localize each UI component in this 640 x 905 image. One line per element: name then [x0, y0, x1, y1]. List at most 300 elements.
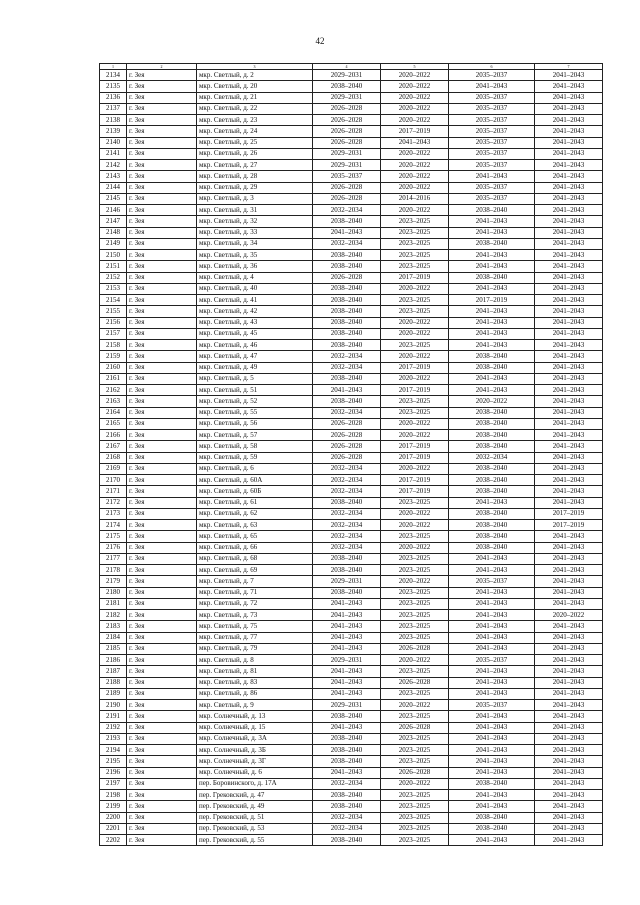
address-cell: мкр. Солнечный, д. 6 — [197, 767, 313, 778]
row-number-cell: 2198 — [100, 790, 127, 801]
address-cell: мкр. Светлый, д. 25 — [197, 137, 313, 148]
table-row — [100, 283, 603, 294]
period-cell: 2041–2043 — [449, 216, 535, 227]
period-cell: 2041–2043 — [535, 340, 603, 351]
period-cell: 2041–2043 — [535, 677, 603, 688]
city-cell: г. Зея — [127, 531, 197, 542]
row-number-cell: 2135 — [100, 81, 127, 92]
row-number-cell: 2165 — [100, 418, 127, 429]
table-row — [100, 508, 603, 519]
period-cell: 2038–2040 — [449, 531, 535, 542]
table-row — [100, 778, 603, 789]
address-cell: мкр. Светлый, д. 34 — [197, 238, 313, 249]
row-number-cell: 2155 — [100, 306, 127, 317]
address-cell: мкр. Светлый, д. 20 — [197, 81, 313, 92]
row-number-cell: 2169 — [100, 463, 127, 474]
period-cell: 2041–2043 — [535, 767, 603, 778]
period-cell: 2032–2034 — [313, 205, 381, 216]
address-cell: мкр. Светлый, д. 9 — [197, 700, 313, 711]
period-cell: 2038–2040 — [449, 418, 535, 429]
address-cell: мкр. Светлый, д. 63 — [197, 520, 313, 531]
city-cell: г. Зея — [127, 171, 197, 182]
row-number-cell: 2151 — [100, 261, 127, 272]
period-cell: 2041–2043 — [535, 193, 603, 204]
period-cell: 2041–2043 — [313, 598, 381, 609]
row-number-cell: 2196 — [100, 767, 127, 778]
table-row — [100, 812, 603, 823]
address-cell: мкр. Светлый, д. 22 — [197, 103, 313, 114]
table-row — [100, 823, 603, 834]
city-cell: г. Зея — [127, 542, 197, 553]
city-cell: г. Зея — [127, 565, 197, 576]
row-number-cell: 2182 — [100, 610, 127, 621]
period-cell: 2026–2028 — [313, 182, 381, 193]
address-cell: мкр. Солнечный, д. 13 — [197, 711, 313, 722]
period-cell: 2038–2040 — [313, 81, 381, 92]
period-cell: 2023–2025 — [381, 688, 449, 699]
period-cell: 2041–2043 — [535, 373, 603, 384]
city-cell: г. Зея — [127, 430, 197, 441]
table-row — [100, 103, 603, 114]
period-cell: 2017–2019 — [381, 126, 449, 137]
period-cell: 2035–2037 — [449, 92, 535, 103]
table-row — [100, 598, 603, 609]
period-cell: 2041–2043 — [449, 790, 535, 801]
address-cell: мкр. Светлый, д. 24 — [197, 126, 313, 137]
city-cell: г. Зея — [127, 418, 197, 429]
period-cell: 2041–2043 — [449, 711, 535, 722]
address-cell: мкр. Светлый, д. 36 — [197, 261, 313, 272]
period-cell: 2041–2043 — [449, 328, 535, 339]
city-cell: г. Зея — [127, 340, 197, 351]
period-cell: 2041–2043 — [449, 632, 535, 643]
city-cell: г. Зея — [127, 148, 197, 159]
period-cell: 2017–2019 — [381, 452, 449, 463]
address-cell: мкр. Светлый, д. 31 — [197, 205, 313, 216]
period-cell: 2020–2022 — [381, 182, 449, 193]
period-cell: 2038–2040 — [313, 295, 381, 306]
period-cell: 2038–2040 — [449, 486, 535, 497]
city-cell: г. Зея — [127, 407, 197, 418]
row-number-cell: 2139 — [100, 126, 127, 137]
address-cell: мкр. Светлый, д. 75 — [197, 621, 313, 632]
period-cell: 2038–2040 — [313, 283, 381, 294]
period-cell: 2020–2022 — [381, 655, 449, 666]
period-cell: 2041–2043 — [449, 171, 535, 182]
city-cell: г. Зея — [127, 295, 197, 306]
period-cell: 2038–2040 — [449, 778, 535, 789]
address-cell: мкр. Светлый, д. 43 — [197, 317, 313, 328]
period-cell: 2041–2043 — [535, 362, 603, 373]
column-header: 4 — [313, 64, 381, 70]
address-cell: мкр. Светлый, д. 73 — [197, 610, 313, 621]
period-cell: 2023–2025 — [381, 497, 449, 508]
table-row — [100, 790, 603, 801]
address-cell: мкр. Светлый, д. 46 — [197, 340, 313, 351]
city-cell: г. Зея — [127, 396, 197, 407]
period-cell: 2023–2025 — [381, 227, 449, 238]
period-cell: 2038–2040 — [313, 497, 381, 508]
row-number-cell: 2148 — [100, 227, 127, 238]
period-cell: 2041–2043 — [535, 227, 603, 238]
period-cell: 2026–2028 — [313, 452, 381, 463]
row-number-cell: 2144 — [100, 182, 127, 193]
period-cell: 2041–2043 — [313, 227, 381, 238]
period-cell: 2038–2040 — [313, 317, 381, 328]
period-cell: 2041–2043 — [535, 722, 603, 733]
period-cell: 2041–2043 — [535, 317, 603, 328]
table-row — [100, 767, 603, 778]
city-cell: г. Зея — [127, 328, 197, 339]
address-cell: пер. Боровинского, д. 17А — [197, 778, 313, 789]
period-cell: 2041–2043 — [313, 666, 381, 677]
period-cell: 2041–2043 — [535, 778, 603, 789]
period-cell: 2035–2037 — [449, 193, 535, 204]
city-cell: г. Зея — [127, 576, 197, 587]
period-cell: 2029–2031 — [313, 92, 381, 103]
row-number-cell: 2154 — [100, 295, 127, 306]
address-cell: мкр. Светлый, д. 58 — [197, 441, 313, 452]
period-cell: 2041–2043 — [449, 677, 535, 688]
table-row — [100, 362, 603, 373]
city-cell: г. Зея — [127, 733, 197, 744]
period-cell: 2041–2043 — [535, 441, 603, 452]
period-cell: 2023–2025 — [381, 250, 449, 261]
period-cell: 2023–2025 — [381, 565, 449, 576]
row-number-cell: 2202 — [100, 835, 127, 846]
period-cell: 2041–2043 — [535, 700, 603, 711]
row-number-cell: 2187 — [100, 666, 127, 677]
period-cell: 2041–2043 — [535, 418, 603, 429]
period-cell: 2041–2043 — [449, 801, 535, 812]
row-number-cell: 2181 — [100, 598, 127, 609]
address-cell: мкр. Светлый, д. 7 — [197, 576, 313, 587]
period-cell: 2041–2043 — [535, 430, 603, 441]
city-cell: г. Зея — [127, 677, 197, 688]
city-cell: г. Зея — [127, 520, 197, 531]
period-cell: 2041–2043 — [535, 328, 603, 339]
address-cell: пер. Грековский, д. 51 — [197, 812, 313, 823]
period-cell: 2041–2043 — [535, 598, 603, 609]
period-cell: 2020–2022 — [381, 160, 449, 171]
table-row — [100, 396, 603, 407]
period-cell: 2041–2043 — [535, 216, 603, 227]
table-body — [100, 70, 603, 846]
city-cell: г. Зея — [127, 553, 197, 564]
table-row — [100, 70, 603, 81]
row-number-cell: 2179 — [100, 576, 127, 587]
table-row — [100, 115, 603, 126]
row-number-cell: 2168 — [100, 452, 127, 463]
period-cell: 2038–2040 — [313, 340, 381, 351]
period-cell: 2041–2043 — [535, 81, 603, 92]
city-cell: г. Зея — [127, 193, 197, 204]
period-cell: 2023–2025 — [381, 621, 449, 632]
period-cell: 2023–2025 — [381, 407, 449, 418]
city-cell: г. Зея — [127, 722, 197, 733]
table-row — [100, 373, 603, 384]
row-number-cell: 2178 — [100, 565, 127, 576]
period-cell: 2041–2043 — [535, 92, 603, 103]
address-cell: мкр. Светлый, д. 65 — [197, 531, 313, 542]
period-cell: 2035–2037 — [313, 171, 381, 182]
address-cell: мкр. Светлый, д. 62 — [197, 508, 313, 519]
row-number-cell: 2136 — [100, 92, 127, 103]
period-cell: 2023–2025 — [381, 835, 449, 846]
period-cell: 2041–2043 — [535, 756, 603, 767]
city-cell: г. Зея — [127, 261, 197, 272]
address-cell: мкр. Светлый, д. 71 — [197, 587, 313, 598]
period-cell: 2038–2040 — [313, 587, 381, 598]
period-cell: 2041–2043 — [535, 115, 603, 126]
period-cell: 2038–2040 — [313, 396, 381, 407]
address-cell: мкр. Светлый, д. 66 — [197, 542, 313, 553]
table-row — [100, 610, 603, 621]
period-cell: 2017–2019 — [535, 508, 603, 519]
address-cell: мкр. Светлый, д. 23 — [197, 115, 313, 126]
row-number-cell: 2171 — [100, 486, 127, 497]
period-cell: 2020–2022 — [381, 463, 449, 474]
period-cell: 2023–2025 — [381, 711, 449, 722]
row-number-cell: 2147 — [100, 216, 127, 227]
table-row — [100, 711, 603, 722]
row-number-cell: 2180 — [100, 587, 127, 598]
row-number-cell: 2176 — [100, 542, 127, 553]
city-cell: г. Зея — [127, 756, 197, 767]
period-cell: 2038–2040 — [449, 272, 535, 283]
address-cell: мкр. Светлый, д. 29 — [197, 182, 313, 193]
row-number-cell: 2183 — [100, 621, 127, 632]
address-cell: мкр. Светлый, д. 83 — [197, 677, 313, 688]
period-cell: 2038–2040 — [449, 441, 535, 452]
period-cell: 2020–2022 — [381, 317, 449, 328]
row-number-cell: 2138 — [100, 115, 127, 126]
period-cell: 2041–2043 — [449, 756, 535, 767]
period-cell: 2041–2043 — [535, 295, 603, 306]
period-cell: 2041–2043 — [535, 70, 603, 81]
city-cell: г. Зея — [127, 137, 197, 148]
city-cell: г. Зея — [127, 835, 197, 846]
period-cell: 2023–2025 — [381, 261, 449, 272]
row-number-cell: 2188 — [100, 677, 127, 688]
address-cell: мкр. Светлый, д. 8 — [197, 655, 313, 666]
table-row — [100, 722, 603, 733]
period-cell: 2041–2043 — [535, 385, 603, 396]
city-cell: г. Зея — [127, 92, 197, 103]
table-row — [100, 227, 603, 238]
city-cell: г. Зея — [127, 362, 197, 373]
city-cell: г. Зея — [127, 778, 197, 789]
period-cell: 2032–2034 — [313, 351, 381, 362]
table-row — [100, 835, 603, 846]
period-cell: 2020–2022 — [381, 81, 449, 92]
period-cell: 2035–2037 — [449, 160, 535, 171]
table-row — [100, 92, 603, 103]
period-cell: 2026–2028 — [313, 193, 381, 204]
period-cell: 2041–2043 — [535, 790, 603, 801]
city-cell: г. Зея — [127, 666, 197, 677]
city-cell: г. Зея — [127, 205, 197, 216]
table-row — [100, 137, 603, 148]
period-cell: 2020–2022 — [381, 576, 449, 587]
row-number-cell: 2163 — [100, 396, 127, 407]
period-cell: 2041–2043 — [535, 137, 603, 148]
period-cell: 2041–2043 — [535, 621, 603, 632]
city-cell: г. Зея — [127, 70, 197, 81]
period-cell: 2041–2043 — [535, 801, 603, 812]
period-cell: 2020–2022 — [381, 103, 449, 114]
address-cell: мкр. Светлый, д. 2 — [197, 70, 313, 81]
period-cell: 2041–2043 — [449, 767, 535, 778]
table-row — [100, 621, 603, 632]
row-number-cell: 2201 — [100, 823, 127, 834]
period-cell: 2026–2028 — [313, 430, 381, 441]
period-cell: 2041–2043 — [449, 553, 535, 564]
city-cell: г. Зея — [127, 283, 197, 294]
city-cell: г. Зея — [127, 655, 197, 666]
table-row — [100, 542, 603, 553]
row-number-cell: 2145 — [100, 193, 127, 204]
period-cell: 2020–2022 — [381, 171, 449, 182]
row-number-cell: 2150 — [100, 250, 127, 261]
city-cell: г. Зея — [127, 767, 197, 778]
period-cell: 2032–2034 — [313, 362, 381, 373]
period-cell: 2023–2025 — [381, 553, 449, 564]
period-cell: 2041–2043 — [535, 205, 603, 216]
city-cell: г. Зея — [127, 182, 197, 193]
period-cell: 2029–2031 — [313, 70, 381, 81]
city-cell: г. Зея — [127, 317, 197, 328]
address-cell: мкр. Светлый, д. 3 — [197, 193, 313, 204]
period-cell: 2041–2043 — [535, 835, 603, 846]
period-cell: 2041–2043 — [535, 475, 603, 486]
period-cell: 2032–2034 — [313, 778, 381, 789]
address-cell: пер. Грековский, д. 49 — [197, 801, 313, 812]
period-cell: 2017–2019 — [535, 520, 603, 531]
row-number-cell: 2194 — [100, 745, 127, 756]
period-cell: 2020–2022 — [381, 148, 449, 159]
period-cell: 2035–2037 — [449, 182, 535, 193]
row-number-cell: 2173 — [100, 508, 127, 519]
period-cell: 2035–2037 — [449, 115, 535, 126]
period-cell: 2020–2022 — [381, 778, 449, 789]
period-cell: 2020–2022 — [449, 396, 535, 407]
city-cell: г. Зея — [127, 486, 197, 497]
period-cell: 2035–2037 — [449, 576, 535, 587]
period-cell: 2032–2034 — [313, 823, 381, 834]
row-number-cell: 2156 — [100, 317, 127, 328]
period-cell: 2038–2040 — [313, 261, 381, 272]
city-cell: г. Зея — [127, 475, 197, 486]
period-cell: 2041–2043 — [535, 160, 603, 171]
period-cell: 2023–2025 — [381, 812, 449, 823]
period-cell: 2041–2043 — [535, 407, 603, 418]
city-cell: г. Зея — [127, 812, 197, 823]
row-number-cell: 2192 — [100, 722, 127, 733]
period-cell: 2023–2025 — [381, 587, 449, 598]
city-cell: г. Зея — [127, 160, 197, 171]
table-row — [100, 407, 603, 418]
table-row — [100, 250, 603, 261]
period-cell: 2041–2043 — [313, 621, 381, 632]
period-cell: 2041–2043 — [449, 835, 535, 846]
address-cell: мкр. Светлый, д. 51 — [197, 385, 313, 396]
table-row — [100, 441, 603, 452]
table-row — [100, 733, 603, 744]
table-row — [100, 497, 603, 508]
period-cell: 2032–2034 — [313, 486, 381, 497]
period-cell: 2023–2025 — [381, 238, 449, 249]
period-cell: 2038–2040 — [313, 801, 381, 812]
row-number-cell: 2190 — [100, 700, 127, 711]
period-cell: 2017–2019 — [449, 295, 535, 306]
table-row — [100, 565, 603, 576]
table-row — [100, 205, 603, 216]
period-cell: 2041–2043 — [313, 643, 381, 654]
table-row — [100, 745, 603, 756]
period-cell: 2041–2043 — [535, 688, 603, 699]
table-row — [100, 688, 603, 699]
table-row — [100, 171, 603, 182]
period-cell: 2041–2043 — [313, 385, 381, 396]
address-cell: мкр. Светлый, д. 47 — [197, 351, 313, 362]
period-cell: 2041–2043 — [535, 463, 603, 474]
city-cell: г. Зея — [127, 688, 197, 699]
period-cell: 2020–2022 — [381, 373, 449, 384]
city-cell: г. Зея — [127, 272, 197, 283]
period-cell: 2038–2040 — [449, 823, 535, 834]
period-cell: 2038–2040 — [313, 373, 381, 384]
period-cell: 2041–2043 — [449, 565, 535, 576]
period-cell: 2023–2025 — [381, 801, 449, 812]
period-cell: 2041–2043 — [535, 182, 603, 193]
period-cell: 2020–2022 — [381, 205, 449, 216]
city-cell: г. Зея — [127, 351, 197, 362]
period-cell: 2035–2037 — [449, 137, 535, 148]
row-number-cell: 2158 — [100, 340, 127, 351]
city-cell: г. Зея — [127, 227, 197, 238]
period-cell: 2035–2037 — [449, 126, 535, 137]
city-cell: г. Зея — [127, 216, 197, 227]
period-cell: 2041–2043 — [449, 306, 535, 317]
address-cell: мкр. Светлый, д. 45 — [197, 328, 313, 339]
period-cell: 2020–2022 — [381, 508, 449, 519]
address-cell: мкр. Солнечный, д. 3Г — [197, 756, 313, 767]
period-cell: 2041–2043 — [535, 238, 603, 249]
period-cell: 2029–2031 — [313, 160, 381, 171]
period-cell: 2020–2022 — [381, 700, 449, 711]
period-cell: 2041–2043 — [535, 452, 603, 463]
address-cell: мкр. Светлый, д. 56 — [197, 418, 313, 429]
period-cell: 2041–2043 — [313, 677, 381, 688]
period-cell: 2026–2028 — [313, 272, 381, 283]
period-cell: 2041–2043 — [449, 340, 535, 351]
table-row — [100, 317, 603, 328]
table-row — [100, 486, 603, 497]
table-row — [100, 553, 603, 564]
row-number-cell: 2141 — [100, 148, 127, 159]
address-cell: мкр. Светлый, д. 69 — [197, 565, 313, 576]
period-cell: 2038–2040 — [313, 216, 381, 227]
row-number-cell: 2152 — [100, 272, 127, 283]
city-cell: г. Зея — [127, 610, 197, 621]
period-cell: 2023–2025 — [381, 610, 449, 621]
period-cell: 2017–2019 — [381, 385, 449, 396]
address-cell: мкр. Светлый, д. 5 — [197, 373, 313, 384]
column-header: 7 — [535, 64, 603, 70]
table-row — [100, 700, 603, 711]
address-cell: мкр. Светлый, д. 77 — [197, 632, 313, 643]
